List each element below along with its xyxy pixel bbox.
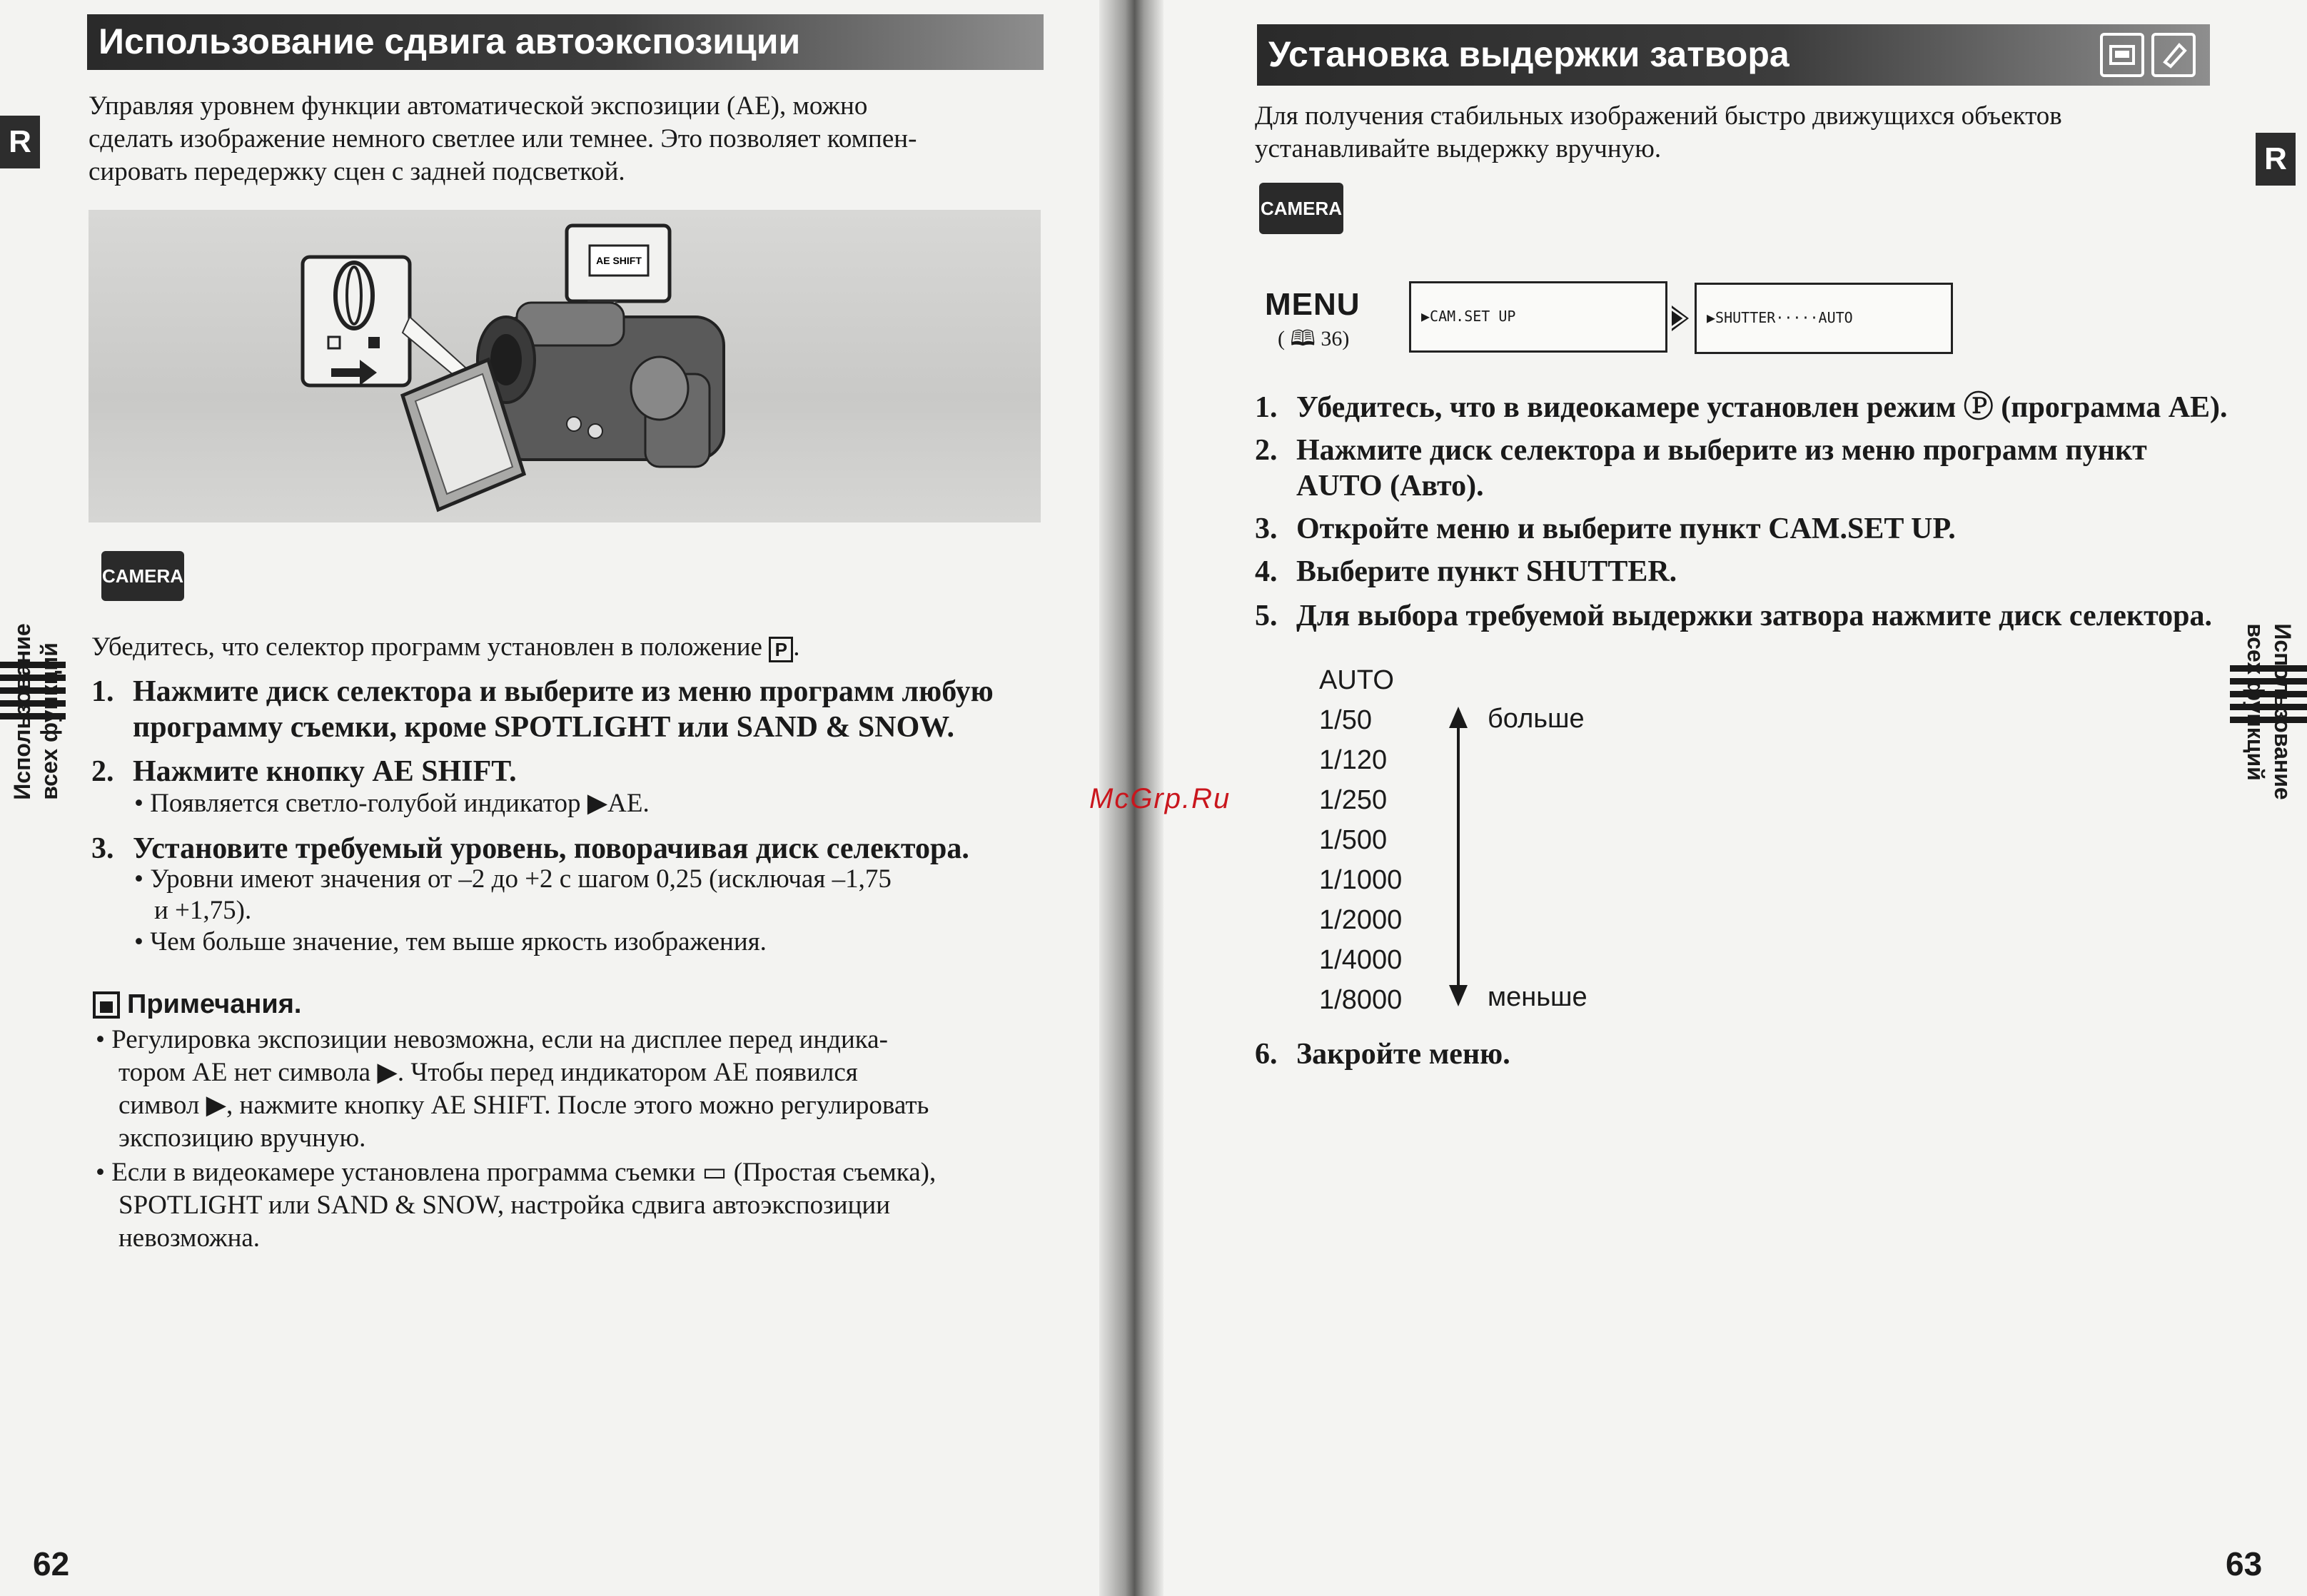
- menu-page-ref: ( 🕮 36): [1278, 327, 1350, 350]
- section-tab-left: R: [0, 116, 40, 168]
- precondition: Убедитесь, что селектор программ установлен в положение P .: [91, 632, 800, 662]
- page-title-right: Установка выдержки затвора: [1257, 24, 2210, 86]
- page-number-left: 62: [33, 1545, 70, 1582]
- shutter-speed-item: 1/8000: [1319, 985, 1403, 1015]
- step-3-left: 3. Установите требуемый уровень, поворачивая диск селектора.: [91, 832, 969, 865]
- intro-line: Управляя уровнем функции автоматической экспозиции (AE), можно: [89, 91, 868, 121]
- camera-mode-badge-left: CAMERA: [101, 551, 184, 601]
- step-4-right: 4. Выберите пункт SHUTTER.: [1255, 555, 1677, 588]
- left-page: [0, 0, 1124, 1596]
- shutter-speed-item: 1/500: [1319, 825, 1388, 855]
- program-p-icon: P: [769, 637, 793, 662]
- tape-icon: [2100, 33, 2144, 77]
- camcorder-illustration: [89, 210, 1041, 522]
- shutter-speed-item: AUTO: [1319, 665, 1394, 695]
- step-6-right: 6. Закройте меню.: [1255, 1038, 1510, 1071]
- arrow-label-less: меньше: [1488, 982, 1587, 1012]
- menu-label: MENU: [1265, 287, 1361, 322]
- step-3-bullet-1: • Уровни имеют значения от –2 до +2 с шагом 0,25 (исключая –1,75 и +1,75).: [134, 864, 892, 925]
- intro-line: сделать изображение немного светлее или темнее. Это позволяет компен-: [89, 124, 917, 153]
- intro-right: Для получения стабильных изображений быстро движущихся объектов устанавливайте выдержку вручную.: [1255, 101, 2062, 163]
- arrow-label-more: больше: [1488, 704, 1585, 734]
- watermark: McGrp.Ru: [1089, 783, 1231, 814]
- step-3-bullet-2: • Чем больше значение, тем выше яркость изображения.: [134, 927, 767, 956]
- menu-box-cam-set-up: ▶CAM.SET UP: [1409, 281, 1667, 353]
- double-arrow-icon: [1448, 707, 1469, 1010]
- page-title-left: Использование сдвига автоэкспозиции: [87, 14, 1044, 70]
- step-1-right: 1. Убедитесь, что в видеокамере установлен режим Ⓟ (программа AE).: [1255, 391, 2228, 424]
- intro-left: [89, 90, 917, 188]
- note-2: • Если в видеокамере установлена программа съемки ▭ (Простая съемка), SPOTLIGHT или SAND & SNOW, настройка сдвига автоэкспозиции невозможна.: [96, 1158, 937, 1253]
- ae-shift-callout-label: AE SHIFT: [596, 255, 642, 266]
- side-label-left: Использование всех функций: [9, 623, 62, 800]
- side-index-right: [2230, 587, 2307, 801]
- step-2-right: 2. Нажмите диск селектора и выберите из меню программ пункт AUTO (Авто).: [1255, 434, 2147, 502]
- step-3-right: 3. Откройте меню и выберите пункт CAM.SET UP.: [1255, 512, 1956, 545]
- page-number-right: 63: [2226, 1545, 2263, 1582]
- note-1: • Регулировка экспозиции невозможна, если на дисплее перед индика- тором AE нет символа ▶. Чтобы перед индикатором AE появился символ ▶, нажмите кнопку AE SHIFT. После этого можно регулировать экспозицию вручную.: [96, 1025, 929, 1153]
- shutter-speed-item: 1/50: [1319, 705, 1372, 735]
- note-icon: [93, 991, 120, 1019]
- header-icons: [2100, 33, 2196, 77]
- step-2-bullet: • Появляется светло-голубой индикатор ▶AE.: [134, 789, 650, 818]
- menu-arrow-icon: [1669, 304, 1693, 336]
- menu-box-shutter: ▶SHUTTER·····AUTO: [1695, 283, 1953, 354]
- camcorder-drawing: [89, 210, 1041, 522]
- camera-mode-badge-right: CAMERA: [1259, 183, 1343, 234]
- section-tab-right: R: [2256, 133, 2296, 186]
- shutter-speed-item: 1/250: [1319, 785, 1388, 815]
- memory-card-icon: [2151, 33, 2196, 77]
- notes-heading: Примечания.: [93, 989, 301, 1020]
- step-1-left: 1. Нажмите диск селектора и выберите из меню программ любую программу съемки, кроме SPOTLIGHT или SAND & SNOW.: [91, 675, 994, 744]
- intro-line: сировать передержку сцен с задней подсветкой.: [89, 157, 625, 186]
- step-5-right: 5. Для выбора требуемой выдержки затвора нажмите диск селектора.: [1255, 600, 2213, 632]
- side-label-right: Использование всех функций: [2243, 623, 2296, 800]
- side-index-left: [0, 580, 66, 801]
- shutter-speed-item: 1/120: [1319, 745, 1388, 775]
- shutter-speed-item: 1/4000: [1319, 945, 1403, 975]
- shutter-speed-item: 1/2000: [1319, 905, 1403, 935]
- shutter-speed-item: 1/1000: [1319, 865, 1403, 895]
- step-2-left: 2. Нажмите кнопку AE SHIFT.: [91, 755, 517, 788]
